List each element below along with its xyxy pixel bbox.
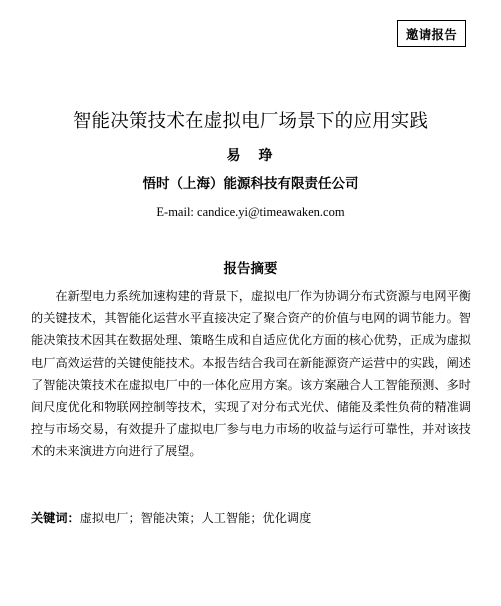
author-email: E-mail: candice.yi@timeawaken.com <box>156 205 345 219</box>
abstract-body: 在新型电力系统加速构建的背景下，虚拟电厂作为协调分布式资源与电网平衡的关键技术，其智能化运营水平直接决定了聚合资产的价值与电网的调节能力。智能决策技术因其在数据处理、策略生成和自适应优化方面的核心优势，正成为虚拟电厂高效运营的关键使能技术。本报告结合我司在新能源资产运营中的实践，阐述了智能决策技术在虚拟电厂中的一体化应用方案。该方案融合人工智能预测、多时间尺度优化和物联网控制等技术，实现了对分布式光伏、储能及柔性负荷的精准调控与市场交易，有效提升了虚拟电厂参与电力市场的收益与运行可靠性，并对该技术的未来演进方向进行了展望。 <box>31 289 471 459</box>
paper-title: 智能决策技术在虚拟电厂场景下的应用实践 <box>72 111 429 132</box>
author-name: 易 琤 <box>226 148 275 164</box>
keywords-label: 关键词： <box>31 511 80 525</box>
abstract-heading: 报告摘要 <box>223 261 278 277</box>
keywords-text: 虚拟电厂；智能决策；人工智能；优化调度 <box>79 511 312 525</box>
author-affiliation: 悟时（上海）能源科技有限责任公司 <box>142 176 359 192</box>
invited-report-badge: 邀请报告 <box>397 20 466 47</box>
keywords-line <box>31 508 471 528</box>
